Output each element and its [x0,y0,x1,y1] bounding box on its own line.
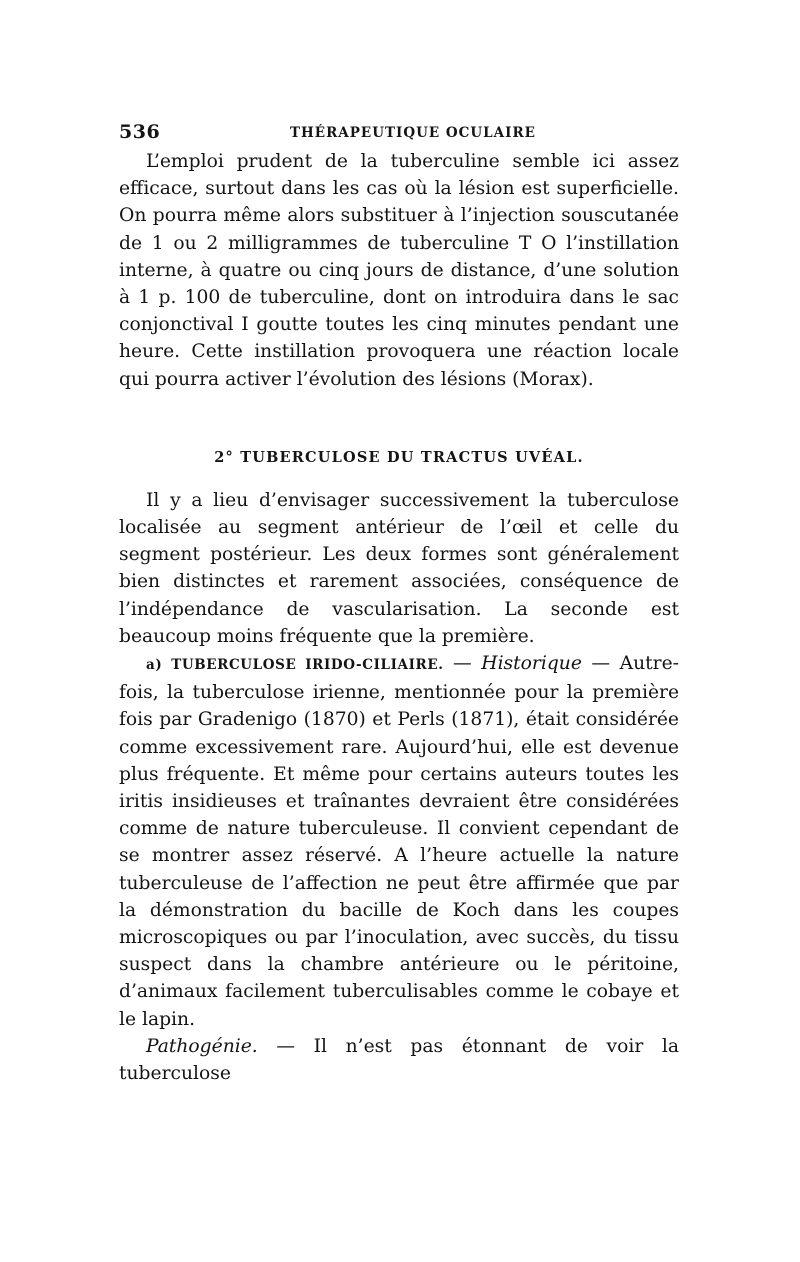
page-number: 536 [119,121,161,143]
em-dash: — [581,653,620,675]
paragraph-irido-ciliary [119,650,679,1033]
paragraph-uveal-intro: Il y a lieu d’envisager successivement la tuberculose localisée au segment antérieur de l’œil et celle du segment postérieur. Les deux formes sont généralement bien distinctes et rarement associées, conséquence de l’indépendance de vascularisation. La seconde est beaucoup moins fréquente que la première. [119,489,679,647]
subsection-subtitle-historique: Historique [481,653,582,675]
paragraph-tuberculin: L’emploi prudent de la tuberculine semble ici assez efficace, surtout dans les cas où la lésion est superficielle. On pourra même alors substituer à l’injection souscutanée de 1 ou 2 milligrammes de tuberculine T O l’instillation interne, à quatre ou cinq jours de distance, d’une solution à 1 p. 100 de tuberculine, dont on introduira dans le sac conjonctival I goutte toutes les cinq minutes pendant une heure. Cette instillation provoquera une réaction locale qui pourra activer l’évolution des lésions (Morax). [119,151,679,390]
paragraph-historique-text: Autrefois, la tuberculose irienne, mentionnée pour la première fois par Gradenigo (1870) et Perls (1871), était considérée comme excessivement rare. Aujourd’hui, elle est devenue plus fréquente. Et même pour certains auteurs toutes les iritis insidieuses et traînantes devraient être considérées comme de nature tuberculeuse. Il convient cependant de se montrer assez réservé. A l’heure actuelle la nature tuberculeuse de l’affection ne peut être affirmée que par la démonstration du bacille de Koch dans les coupes microscopiques ou par l’inoculation, avec succès, du tissu suspect dans la chambre antérieure ou le péritoine, d’animaux facilement tuberculisables comme le cobaye et le lapin. [119,653,679,1030]
paragraph-pathogenie [119,1033,679,1087]
paragraph-pathogenie-text: — Il n’est pas étonnant de voir la tuberculose [119,1035,679,1085]
subsection-subtitle-pathogenie: Pathogénie. [146,1035,258,1057]
subsection-label: a) TUBERCULOSE IRIDO-CILIAIRE. [146,657,444,674]
running-title: THÉRAPEUTIQUE OCULAIRE [290,125,536,141]
section-heading: 2° TUBERCULOSE DU TRACTUS UVÉAL. [214,448,584,466]
em-dash: — [443,653,482,675]
page-body [119,148,679,1087]
page-header [119,121,679,143]
